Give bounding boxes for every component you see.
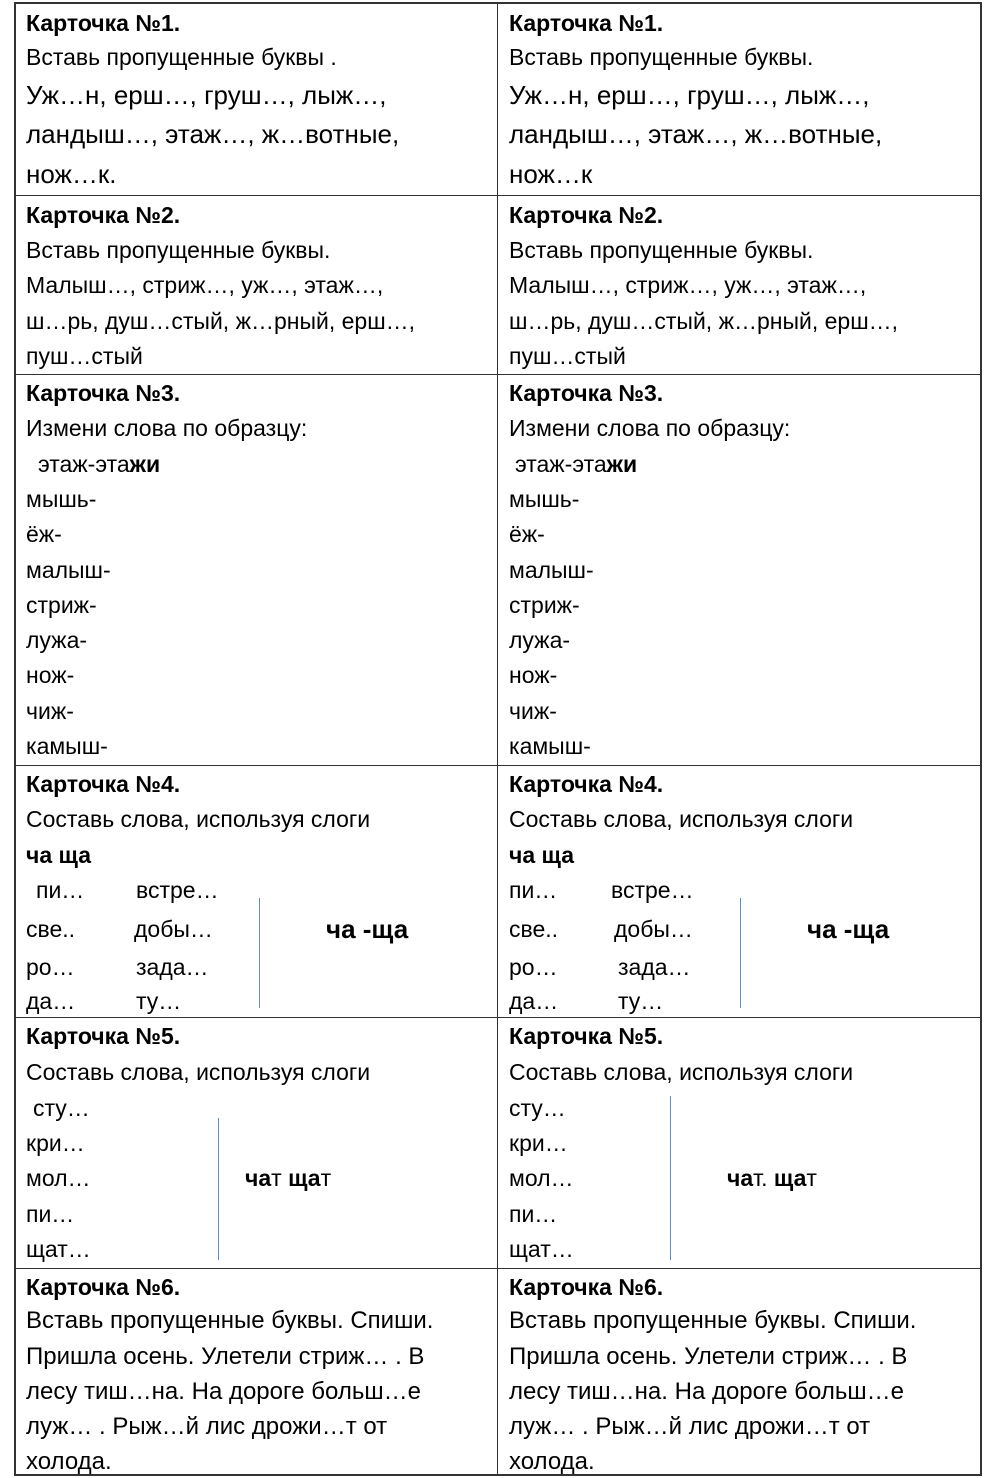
exercise-line: луж… . Рыж…й лис дрожи…т от	[26, 1413, 388, 1440]
card-instruction: Вставь пропущенные буквы.	[26, 237, 331, 263]
answer-syllables	[727, 1165, 817, 1192]
syllable-word: зада…	[618, 954, 691, 980]
word-item: мышь-	[509, 486, 580, 512]
syllable-word: ту…	[618, 988, 664, 1014]
syllable-plain: т	[271, 1165, 289, 1191]
syllable-word: пи…	[36, 877, 85, 903]
syllable-word: ро…	[509, 954, 558, 980]
exercise-line: Уж…н, ерш…, груш…, лыж…,	[509, 80, 870, 110]
card-1-left	[16, 4, 498, 195]
syllable-word: пи…	[509, 1201, 558, 1227]
exercise-line: Вставь пропущенные буквы. Спиши.	[509, 1307, 917, 1334]
word-item: ёж-	[509, 521, 545, 547]
card-title: Карточка №4.	[26, 771, 181, 797]
syllable-word: встре…	[611, 877, 694, 903]
syllable-word: сту…	[33, 1095, 90, 1121]
syllable-word: добы…	[614, 916, 693, 942]
card-title: Карточка №3.	[509, 380, 664, 406]
exercise-line: лесу тиш…на. На дороге больш…е	[509, 1378, 904, 1405]
example-plain: этаж-эта	[38, 451, 130, 477]
card-3-right	[498, 375, 980, 765]
syllable-word: да…	[26, 988, 76, 1014]
card-instruction: Составь слова, используя слоги	[26, 806, 371, 832]
example-word	[38, 451, 160, 478]
card-row-3	[16, 375, 980, 766]
card-row-5	[16, 1018, 980, 1269]
exercise-line: Малыш…, стриж…, уж…, этаж…,	[509, 272, 867, 298]
exercise-line: ш…рь, душ…стый, ж…рный, ерш…,	[509, 308, 899, 334]
syllable-word: пи…	[509, 877, 558, 903]
card-title: Карточка №5.	[509, 1023, 664, 1049]
card-2-right	[498, 196, 980, 374]
divider-rule	[740, 898, 741, 1008]
answer-syllables	[245, 1165, 331, 1192]
syllable-bold: ча	[245, 1165, 272, 1191]
syllable-word: мол…	[509, 1165, 574, 1191]
exercise-line: Малыш…, стриж…, уж…, этаж…,	[26, 272, 384, 298]
card-title: Карточка №4.	[509, 771, 664, 797]
card-title: Карточка №6.	[509, 1274, 664, 1300]
card-4-right	[498, 766, 980, 1017]
syllable-word: щат…	[26, 1236, 91, 1262]
syllable-bold: ча	[727, 1165, 754, 1191]
word-item: лужа-	[26, 627, 88, 653]
card-row-1	[16, 4, 980, 196]
card-title: Карточка №2.	[26, 202, 181, 228]
exercise-line: ландыш…, этаж…, ж…вотные,	[509, 119, 883, 149]
syllable-plain: т	[320, 1165, 332, 1191]
syllable-word: све..	[26, 916, 76, 942]
exercise-line: ландыш…, этаж…, ж…вотные,	[26, 119, 400, 149]
syllable-word: ро…	[26, 954, 75, 980]
card-instruction: Составь слова, используя слоги	[509, 806, 854, 832]
card-instruction: Составь слова, используя слоги	[509, 1059, 854, 1085]
card-instruction: Составь слова, используя слоги	[26, 1059, 371, 1085]
cards-table	[14, 2, 982, 1476]
syllable-word: пи…	[26, 1201, 75, 1227]
syllable-word: мол…	[26, 1165, 91, 1191]
exercise-line: Пришла осень. Улетели стриж… . В	[509, 1343, 908, 1370]
syllables-label: ча ща	[509, 842, 575, 868]
syllable-bold: ща	[288, 1165, 321, 1191]
syllables-label: ча ща	[26, 842, 92, 868]
card-instruction: Вставь пропущенные буквы.	[509, 44, 814, 70]
word-item: камыш-	[26, 733, 108, 759]
syllable-word: добы…	[134, 916, 213, 942]
exercise-line: Пришла осень. Улетели стриж… . В	[26, 1343, 425, 1370]
exercise-line: лесу тиш…на. На дороге больш…е	[26, 1378, 421, 1405]
word-item: ёж-	[26, 521, 62, 547]
card-5-left	[16, 1018, 498, 1268]
syllable-word: ту…	[136, 988, 182, 1014]
word-item: малыш-	[509, 557, 594, 583]
answer-syllables: ча -ща	[326, 914, 409, 944]
exercise-line: ш…рь, душ…стый, ж…рный, ерш…,	[26, 308, 416, 334]
divider-rule	[218, 1118, 219, 1260]
example-word	[515, 451, 637, 478]
card-title: Карточка №3.	[26, 380, 181, 406]
syllable-word: зада…	[136, 954, 209, 980]
word-item: чиж-	[26, 698, 74, 724]
card-3-left	[16, 375, 498, 765]
card-title: Карточка №1.	[26, 10, 181, 36]
card-6-left	[16, 1269, 498, 1474]
card-1-right	[498, 4, 980, 195]
card-row-2	[16, 196, 980, 375]
card-5-right	[498, 1018, 980, 1268]
card-6-right	[498, 1269, 980, 1474]
card-title: Карточка №2.	[509, 202, 664, 228]
word-item: камыш-	[509, 733, 591, 759]
exercise-line: Вставь пропущенные буквы. Спиши.	[26, 1307, 434, 1334]
exercise-line: луж… . Рыж…й лис дрожи…т от	[509, 1413, 871, 1440]
card-2-left	[16, 196, 498, 374]
syllable-word: сту…	[509, 1095, 566, 1121]
exercise-line: холода.	[509, 1448, 595, 1475]
word-item: мышь-	[26, 486, 97, 512]
exercise-line: холода.	[26, 1448, 112, 1475]
syllable-bold: ща	[773, 1165, 807, 1191]
card-row-4	[16, 766, 980, 1018]
syllable-word: све..	[509, 916, 559, 942]
exercise-line: Уж…н, ерш…, груш…, лыж…,	[26, 80, 387, 110]
syllable-word: кри…	[509, 1130, 568, 1156]
syllable-word: встре…	[136, 877, 219, 903]
example-plain: этаж-эта	[515, 451, 607, 477]
card-4-left	[16, 766, 498, 1017]
word-item: стриж-	[509, 592, 580, 618]
syllable-word: щат…	[509, 1236, 574, 1262]
word-item: лужа-	[509, 627, 571, 653]
exercise-line: нож…к.	[26, 159, 117, 189]
card-title: Карточка №6.	[26, 1274, 181, 1300]
card-row-6	[16, 1269, 980, 1474]
card-instruction: Измени слова по образцу:	[509, 415, 791, 441]
exercise-line: нож…к	[509, 159, 593, 189]
card-instruction: Измени слова по образцу:	[26, 415, 308, 441]
card-title: Карточка №5.	[26, 1023, 181, 1049]
syllable-word: да…	[509, 988, 559, 1014]
syllable-plain: т	[806, 1165, 817, 1191]
card-title: Карточка №1.	[509, 10, 664, 36]
syllable-word: кри…	[26, 1130, 85, 1156]
divider-rule	[670, 1096, 671, 1260]
exercise-line: пуш…стый	[509, 343, 626, 369]
example-bold-ending: жи	[606, 451, 638, 477]
word-item: нож-	[509, 662, 558, 688]
exercise-line: пуш…стый	[26, 343, 143, 369]
answer-syllables: ча -ща	[807, 914, 890, 944]
word-item: чиж-	[509, 698, 557, 724]
divider-rule	[259, 898, 260, 1008]
word-item: нож-	[26, 662, 75, 688]
card-instruction: Вставь пропущенные буквы.	[509, 237, 814, 263]
word-item: малыш-	[26, 557, 111, 583]
example-bold-ending: жи	[129, 451, 161, 477]
syllable-plain: т.	[753, 1165, 774, 1191]
word-item: стриж-	[26, 592, 97, 618]
card-instruction: Вставь пропущенные буквы .	[26, 44, 337, 70]
